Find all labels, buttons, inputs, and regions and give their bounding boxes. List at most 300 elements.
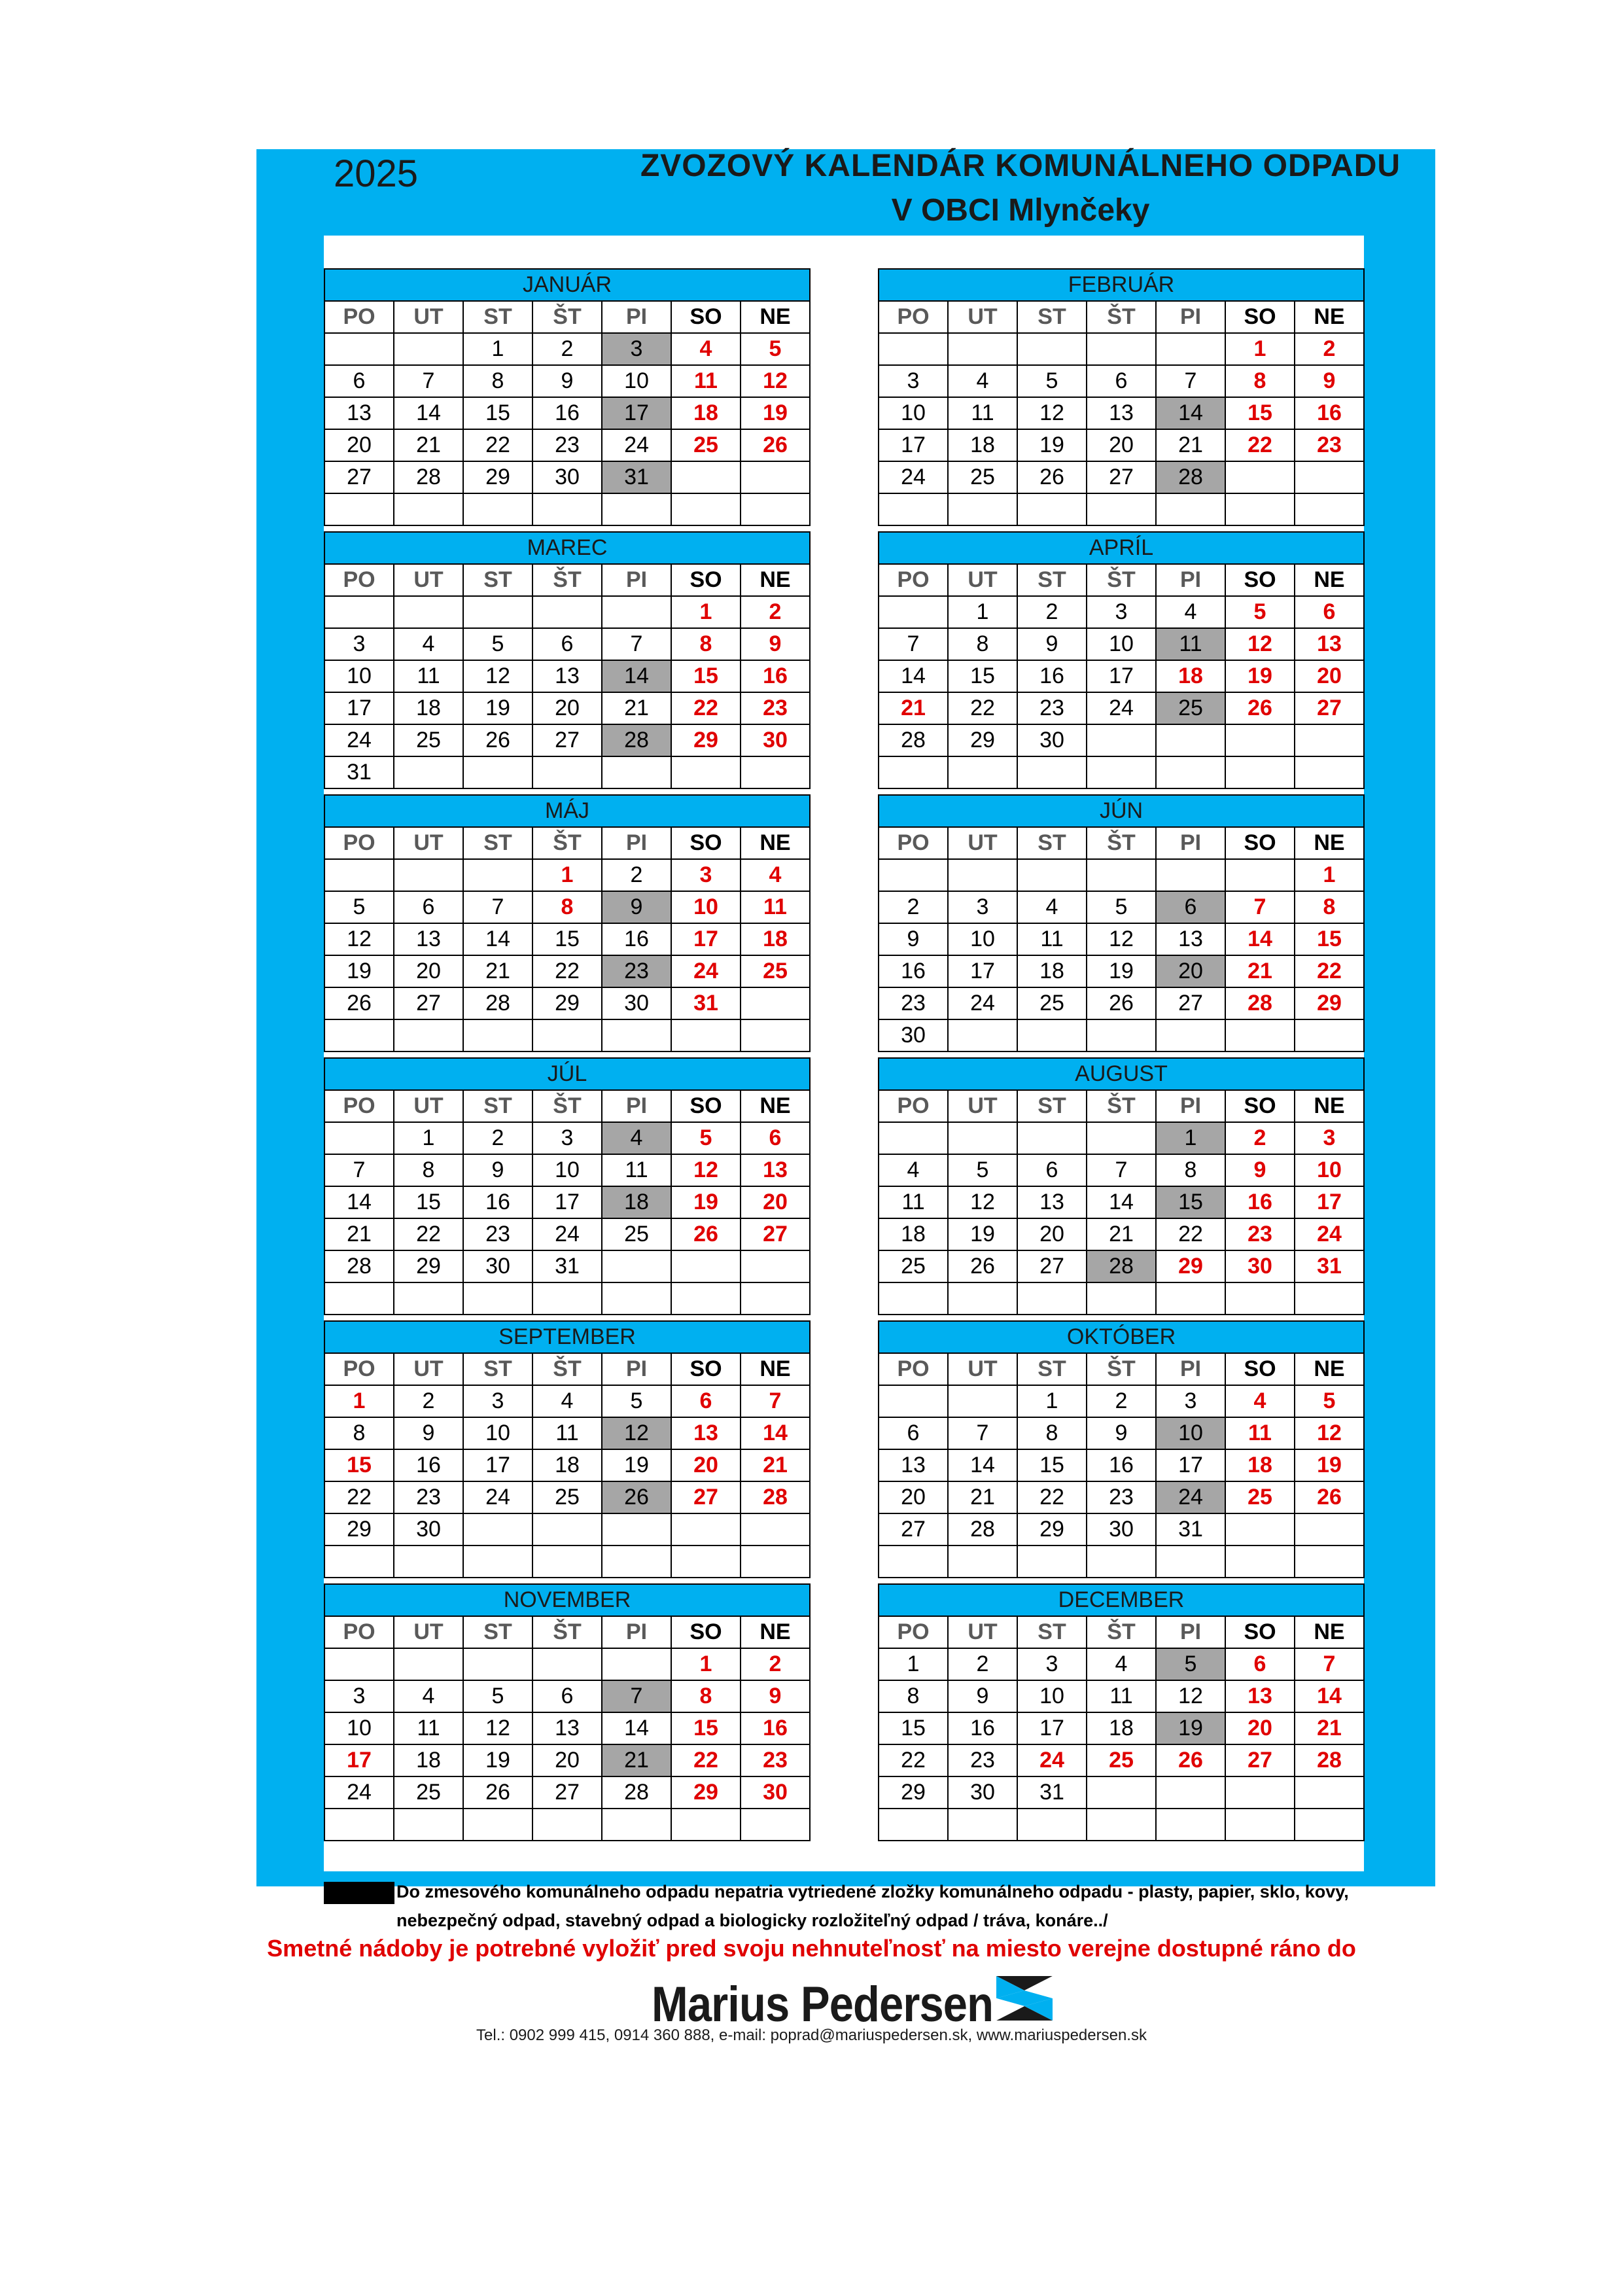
- day-cell: 30: [463, 1250, 532, 1282]
- empty-cell: [1017, 333, 1087, 365]
- empty-cell: [1225, 859, 1295, 891]
- day-cell: 7: [741, 1385, 810, 1417]
- empty-cell: [532, 1545, 602, 1578]
- day-cell: 7: [324, 1154, 394, 1186]
- day-cell: 15: [532, 923, 602, 955]
- day-cell: 4: [532, 1385, 602, 1417]
- day-cell: 20: [1225, 1712, 1295, 1744]
- day-cell: 24: [463, 1481, 532, 1513]
- empty-cell: [602, 1545, 671, 1578]
- day-cell: 2: [394, 1385, 463, 1417]
- day-cell: 11: [741, 891, 810, 923]
- day-cell: 5: [671, 1122, 741, 1154]
- day-cell: 4: [948, 365, 1017, 397]
- empty-cell: [463, 859, 532, 891]
- day-cell: 12: [948, 1186, 1017, 1218]
- empty-cell: [463, 596, 532, 628]
- day-cell: 17: [463, 1449, 532, 1481]
- empty-cell: [394, 859, 463, 891]
- day-cell: 29: [879, 1776, 948, 1809]
- day-cell: 15: [463, 397, 532, 429]
- day-cell: 16: [879, 955, 948, 987]
- day-cell: 13: [1156, 923, 1225, 955]
- empty-cell: [463, 1648, 532, 1680]
- day-cell: 27: [324, 461, 394, 493]
- day-cell: 22: [394, 1218, 463, 1250]
- day-cell: 22: [1017, 1481, 1087, 1513]
- month-5: [324, 794, 811, 1052]
- weekday-header: SO: [1225, 1090, 1295, 1122]
- day-cell: 28: [741, 1481, 810, 1513]
- weekday-header: PI: [602, 1616, 671, 1648]
- day-cell: 5: [463, 1680, 532, 1712]
- empty-cell: [1156, 724, 1225, 756]
- day-cell: 12: [1087, 923, 1156, 955]
- day-cell: 4: [741, 859, 810, 891]
- day-cell: 30: [532, 461, 602, 493]
- empty-cell: [1225, 493, 1295, 525]
- day-cell: 12: [1225, 628, 1295, 660]
- day-cell: 16: [602, 923, 671, 955]
- empty-cell: [1017, 859, 1087, 891]
- day-cell: 9: [879, 923, 948, 955]
- empty-cell: [741, 1019, 810, 1051]
- weekday-header: UT: [948, 1616, 1017, 1648]
- empty-cell: [532, 1513, 602, 1545]
- day-cell: 10: [1156, 1417, 1225, 1449]
- day-cell: 11: [394, 660, 463, 692]
- empty-cell: [394, 1019, 463, 1051]
- day-cell: 30: [741, 724, 810, 756]
- empty-cell: [948, 859, 1017, 891]
- empty-cell: [879, 1385, 948, 1417]
- weekday-header: PI: [1156, 564, 1225, 596]
- day-cell: 1: [671, 1648, 741, 1680]
- day-cell: 20: [394, 955, 463, 987]
- month-3: [324, 531, 811, 789]
- day-cell: 20: [741, 1186, 810, 1218]
- day-cell: 6: [1156, 891, 1225, 923]
- day-cell: 21: [463, 955, 532, 987]
- day-cell: 28: [948, 1513, 1017, 1545]
- day-cell: 16: [394, 1449, 463, 1481]
- empty-cell: [671, 1513, 741, 1545]
- weekday-header: PI: [1156, 827, 1225, 859]
- weekday-header: NE: [741, 827, 810, 859]
- empty-cell: [463, 1545, 532, 1578]
- day-cell: 12: [741, 365, 810, 397]
- day-cell: 25: [1017, 987, 1087, 1019]
- day-cell: 1: [1156, 1122, 1225, 1154]
- day-cell: 20: [1017, 1218, 1087, 1250]
- empty-cell: [463, 756, 532, 788]
- day-cell: 16: [463, 1186, 532, 1218]
- day-cell: 26: [1087, 987, 1156, 1019]
- day-cell: 20: [1156, 955, 1225, 987]
- empty-cell: [1156, 1545, 1225, 1578]
- day-cell: 3: [948, 891, 1017, 923]
- weekday-header: NE: [741, 1616, 810, 1648]
- empty-cell: [1156, 756, 1225, 788]
- day-cell: 8: [324, 1417, 394, 1449]
- day-cell: 30: [602, 987, 671, 1019]
- empty-cell: [1295, 756, 1364, 788]
- day-cell: 19: [1087, 955, 1156, 987]
- day-cell: 14: [463, 923, 532, 955]
- day-cell: 10: [1295, 1154, 1364, 1186]
- empty-cell: [602, 1250, 671, 1282]
- day-cell: 24: [1156, 1481, 1225, 1513]
- day-cell: 9: [394, 1417, 463, 1449]
- day-cell: 17: [948, 955, 1017, 987]
- day-cell: 19: [324, 955, 394, 987]
- empty-cell: [948, 1545, 1017, 1578]
- weekday-header: PO: [324, 1090, 394, 1122]
- day-cell: 25: [879, 1250, 948, 1282]
- empty-cell: [1087, 1545, 1156, 1578]
- day-cell: 22: [532, 955, 602, 987]
- day-cell: 15: [948, 660, 1017, 692]
- day-cell: 10: [463, 1417, 532, 1449]
- weekday-header: PO: [324, 1616, 394, 1648]
- day-cell: 15: [1225, 397, 1295, 429]
- weekday-header: UT: [394, 827, 463, 859]
- day-cell: 28: [1156, 461, 1225, 493]
- day-cell: 28: [1087, 1250, 1156, 1282]
- day-cell: 6: [1017, 1154, 1087, 1186]
- day-cell: 7: [394, 365, 463, 397]
- day-cell: 29: [1156, 1250, 1225, 1282]
- weekday-header: PI: [602, 564, 671, 596]
- empty-cell: [324, 1648, 394, 1680]
- day-cell: 6: [879, 1417, 948, 1449]
- day-cell: 11: [532, 1417, 602, 1449]
- day-cell: 25: [671, 429, 741, 461]
- day-cell: 17: [1156, 1449, 1225, 1481]
- day-cell: 7: [1156, 365, 1225, 397]
- empty-cell: [879, 493, 948, 525]
- day-cell: 9: [1017, 628, 1087, 660]
- day-cell: 24: [948, 987, 1017, 1019]
- day-cell: 5: [1087, 891, 1156, 923]
- day-cell: 3: [671, 859, 741, 891]
- empty-cell: [1156, 493, 1225, 525]
- weekday-header: ST: [1017, 827, 1087, 859]
- day-cell: 9: [1087, 1417, 1156, 1449]
- day-cell: 18: [948, 429, 1017, 461]
- empty-cell: [879, 756, 948, 788]
- empty-cell: [879, 596, 948, 628]
- empty-cell: [741, 461, 810, 493]
- day-cell: 2: [741, 596, 810, 628]
- day-cell: 24: [1295, 1218, 1364, 1250]
- weekday-header: PI: [602, 301, 671, 333]
- weekday-header: ST: [463, 1353, 532, 1385]
- day-cell: 17: [324, 1744, 394, 1776]
- empty-cell: [671, 493, 741, 525]
- empty-cell: [394, 1648, 463, 1680]
- empty-cell: [394, 1809, 463, 1841]
- day-cell: 2: [879, 891, 948, 923]
- legend-swatch: [324, 1882, 394, 1904]
- day-cell: 8: [671, 628, 741, 660]
- weekday-header: ST: [1017, 301, 1087, 333]
- month-name: MÁJ: [324, 795, 810, 827]
- day-cell: 5: [1156, 1648, 1225, 1680]
- day-cell: 21: [1087, 1218, 1156, 1250]
- day-cell: 2: [948, 1648, 1017, 1680]
- day-cell: 17: [671, 923, 741, 955]
- empty-cell: [1017, 1282, 1087, 1315]
- day-cell: 18: [394, 1744, 463, 1776]
- day-cell: 5: [1225, 596, 1295, 628]
- day-cell: 25: [1156, 692, 1225, 724]
- day-cell: 10: [879, 397, 948, 429]
- day-cell: 14: [1156, 397, 1225, 429]
- weekday-header: PO: [879, 301, 948, 333]
- day-cell: 19: [602, 1449, 671, 1481]
- empty-cell: [879, 859, 948, 891]
- weekday-header: ŠT: [1087, 1353, 1156, 1385]
- day-cell: 15: [671, 1712, 741, 1744]
- empty-cell: [741, 987, 810, 1019]
- empty-cell: [1087, 333, 1156, 365]
- empty-cell: [1225, 756, 1295, 788]
- day-cell: 26: [671, 1218, 741, 1250]
- page-subtitle: V OBCI Mlynčeky: [891, 193, 1150, 228]
- day-cell: 11: [1156, 628, 1225, 660]
- weekday-header: UT: [394, 1090, 463, 1122]
- day-cell: 17: [602, 397, 671, 429]
- day-cell: 20: [1087, 429, 1156, 461]
- month-name: SEPTEMBER: [324, 1321, 810, 1353]
- day-cell: 20: [324, 429, 394, 461]
- day-cell: 1: [1295, 859, 1364, 891]
- day-cell: 10: [324, 1712, 394, 1744]
- empty-cell: [324, 596, 394, 628]
- day-cell: 22: [324, 1481, 394, 1513]
- empty-cell: [602, 493, 671, 525]
- weekday-header: ST: [1017, 1616, 1087, 1648]
- day-cell: 11: [602, 1154, 671, 1186]
- day-cell: 31: [324, 756, 394, 788]
- day-cell: 26: [741, 429, 810, 461]
- day-cell: 30: [394, 1513, 463, 1545]
- day-cell: 8: [879, 1680, 948, 1712]
- empty-cell: [741, 1513, 810, 1545]
- day-cell: 31: [1295, 1250, 1364, 1282]
- day-cell: 28: [1225, 987, 1295, 1019]
- day-cell: 29: [671, 1776, 741, 1809]
- day-cell: 4: [879, 1154, 948, 1186]
- day-cell: 13: [879, 1449, 948, 1481]
- day-cell: 8: [394, 1154, 463, 1186]
- day-cell: 23: [741, 1744, 810, 1776]
- day-cell: 26: [948, 1250, 1017, 1282]
- empty-cell: [1225, 1545, 1295, 1578]
- month-6: [878, 794, 1365, 1052]
- day-cell: 9: [532, 365, 602, 397]
- day-cell: 19: [463, 1744, 532, 1776]
- day-cell: 16: [948, 1712, 1017, 1744]
- weekday-header: PO: [324, 827, 394, 859]
- brand-name: Marius Pedersen: [652, 1977, 994, 2032]
- day-cell: 21: [1225, 955, 1295, 987]
- empty-cell: [948, 493, 1017, 525]
- month-name: APRÍL: [879, 532, 1364, 564]
- empty-cell: [1156, 1019, 1225, 1051]
- day-cell: 27: [1017, 1250, 1087, 1282]
- day-cell: 1: [1017, 1385, 1087, 1417]
- empty-cell: [1087, 1019, 1156, 1051]
- day-cell: 4: [602, 1122, 671, 1154]
- day-cell: 24: [1017, 1744, 1087, 1776]
- day-cell: 27: [671, 1481, 741, 1513]
- day-cell: 22: [879, 1744, 948, 1776]
- month-2: [878, 268, 1365, 526]
- day-cell: 26: [1017, 461, 1087, 493]
- weekday-header: ST: [463, 564, 532, 596]
- empty-cell: [741, 756, 810, 788]
- day-cell: 30: [879, 1019, 948, 1051]
- day-cell: 16: [1087, 1449, 1156, 1481]
- day-cell: 23: [602, 955, 671, 987]
- day-cell: 9: [741, 1680, 810, 1712]
- day-cell: 18: [1017, 955, 1087, 987]
- weekday-header: UT: [394, 1353, 463, 1385]
- day-cell: 26: [1156, 1744, 1225, 1776]
- day-cell: 28: [463, 987, 532, 1019]
- weekday-header: SO: [671, 301, 741, 333]
- day-cell: 26: [463, 1776, 532, 1809]
- day-cell: 6: [394, 891, 463, 923]
- day-cell: 26: [324, 987, 394, 1019]
- day-cell: 14: [602, 660, 671, 692]
- day-cell: 20: [532, 692, 602, 724]
- day-cell: 19: [671, 1186, 741, 1218]
- day-cell: 6: [1225, 1648, 1295, 1680]
- empty-cell: [1156, 859, 1225, 891]
- weekday-header: ŠT: [1087, 301, 1156, 333]
- day-cell: 1: [671, 596, 741, 628]
- day-cell: 17: [324, 692, 394, 724]
- weekday-header: NE: [741, 301, 810, 333]
- empty-cell: [671, 756, 741, 788]
- weekday-header: UT: [394, 564, 463, 596]
- weekday-header: NE: [741, 564, 810, 596]
- day-cell: 27: [1087, 461, 1156, 493]
- day-cell: 12: [1295, 1417, 1364, 1449]
- day-cell: 10: [602, 365, 671, 397]
- day-cell: 12: [1017, 397, 1087, 429]
- day-cell: 21: [324, 1218, 394, 1250]
- day-cell: 14: [948, 1449, 1017, 1481]
- weekday-header: NE: [1295, 1090, 1364, 1122]
- day-cell: 9: [1295, 365, 1364, 397]
- empty-cell: [532, 493, 602, 525]
- weekday-header: PI: [602, 1353, 671, 1385]
- day-cell: 22: [1225, 429, 1295, 461]
- day-cell: 22: [463, 429, 532, 461]
- empty-cell: [741, 493, 810, 525]
- day-cell: 4: [394, 628, 463, 660]
- empty-cell: [1295, 1809, 1364, 1841]
- empty-cell: [602, 1513, 671, 1545]
- empty-cell: [1225, 1019, 1295, 1051]
- weekday-header: ŠT: [532, 564, 602, 596]
- weekday-header: ŠT: [532, 1616, 602, 1648]
- day-cell: 13: [532, 660, 602, 692]
- empty-cell: [1295, 724, 1364, 756]
- empty-cell: [1295, 1776, 1364, 1809]
- weekday-header: SO: [1225, 1353, 1295, 1385]
- day-cell: 2: [463, 1122, 532, 1154]
- weekday-header: ST: [1017, 1353, 1087, 1385]
- empty-cell: [324, 859, 394, 891]
- day-cell: 22: [948, 692, 1017, 724]
- empty-cell: [463, 493, 532, 525]
- weekday-header: UT: [948, 301, 1017, 333]
- day-cell: 7: [602, 628, 671, 660]
- empty-cell: [1225, 1809, 1295, 1841]
- month-name: JÚN: [879, 795, 1364, 827]
- day-cell: 13: [324, 397, 394, 429]
- weekday-header: SO: [671, 1616, 741, 1648]
- empty-cell: [394, 333, 463, 365]
- day-cell: 13: [532, 1712, 602, 1744]
- weekday-header: PI: [1156, 1616, 1225, 1648]
- month-12: [878, 1583, 1365, 1841]
- weekday-header: ŠT: [1087, 1616, 1156, 1648]
- note-line-1: Do zmesového komunálneho odpadu nepatria vytriedené zložky komunálneho odpadu - plasty, papier, sklo, kovy,: [396, 1882, 1349, 1901]
- day-cell: 23: [1087, 1481, 1156, 1513]
- empty-cell: [671, 1282, 741, 1315]
- empty-cell: [1295, 1545, 1364, 1578]
- weekday-header: PO: [879, 827, 948, 859]
- weekday-header: PI: [1156, 301, 1225, 333]
- day-cell: 8: [948, 628, 1017, 660]
- empty-cell: [1017, 493, 1087, 525]
- day-cell: 6: [1295, 596, 1364, 628]
- day-cell: 15: [394, 1186, 463, 1218]
- empty-cell: [948, 756, 1017, 788]
- day-cell: 20: [1295, 660, 1364, 692]
- day-cell: 16: [1295, 397, 1364, 429]
- empty-cell: [741, 1282, 810, 1315]
- empty-cell: [1017, 756, 1087, 788]
- day-cell: 24: [324, 724, 394, 756]
- day-cell: 13: [1225, 1680, 1295, 1712]
- day-cell: 11: [1225, 1417, 1295, 1449]
- day-cell: 4: [1017, 891, 1087, 923]
- empty-cell: [948, 1122, 1017, 1154]
- empty-cell: [1225, 1282, 1295, 1315]
- weekday-header: PO: [879, 1616, 948, 1648]
- note-line-2: nebezpečný odpad, stavebný odpad a biologicky rozložiteľný odpad / tráva, konáre../: [396, 1911, 1108, 1930]
- empty-cell: [602, 1019, 671, 1051]
- day-cell: 10: [532, 1154, 602, 1186]
- day-cell: 28: [394, 461, 463, 493]
- day-cell: 9: [602, 891, 671, 923]
- day-cell: 25: [741, 955, 810, 987]
- day-cell: 25: [532, 1481, 602, 1513]
- empty-cell: [324, 493, 394, 525]
- weekday-header: SO: [1225, 827, 1295, 859]
- weekday-header: NE: [1295, 301, 1364, 333]
- month-1: [324, 268, 811, 526]
- day-cell: 18: [741, 923, 810, 955]
- day-cell: 31: [671, 987, 741, 1019]
